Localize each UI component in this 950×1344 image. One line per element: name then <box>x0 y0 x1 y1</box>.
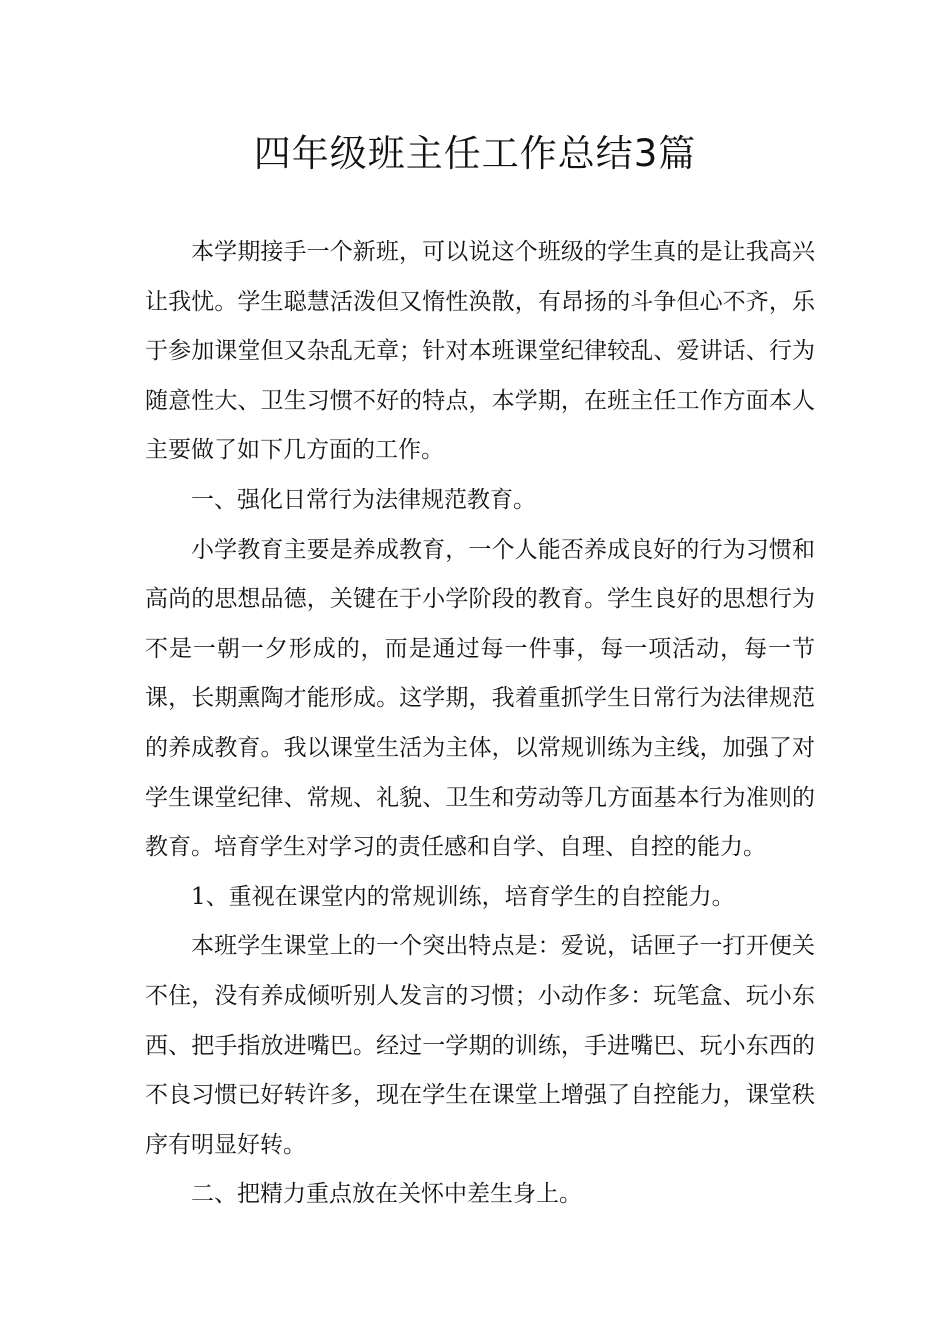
subsection-heading-1: 1、重视在课堂内的常规训练，培育学生的自控能力。 <box>191 883 735 910</box>
section-heading-2: 二、把精力重点放在关怀中差生身上。 <box>191 1181 582 1208</box>
paragraph-intro: 本学期接手一个新班，可以说这个班级的学生真的是让我高兴让我忧。学生聪慧活泼但又惰性涣散，有昂扬的斗争但心不齐，乐于参加课堂但又杂乱无章；针对本班课堂纪律较乱、爱讲话、行为随意性大、卫生习惯不好的特点，本学期，在班主任工作方面本人主要做了如下几方面的工作。 <box>145 239 815 464</box>
paragraph-classroom: 本班学生课堂上的一个突出特点是：爱说，话匣子一打开便关不住，没有养成倾听别人发言的习惯；小动作多：玩笔盒、玩小东西、把手指放进嘴巴。经过一学期的训练，手进嘴巴、玩小东西的不良习惯已好转许多，现在学生在课堂上增强了自控能力，课堂秩序有明显好转。 <box>145 933 815 1158</box>
document-title: 四年级班主任工作总结3篇 <box>253 132 697 175</box>
paragraph-habits: 小学教育主要是养成教育，一个人能否养成良好的行为习惯和高尚的思想品德，关键在于小学阶段的教育。学生良好的思想行为不是一朝一夕形成的，而是通过每一件事，每一项活动，每一节课，长期熏陶才能形成。这学期，我着重抓学生日常行为法律规范的养成教育。我以课堂生活为主体，以常规训练为主线，加强了对学生课堂纪律、常规、礼貌、卫生和劳动等几方面基本行为准则的教育。培育学生对学习的责任感和自学、自理、自控的能力。 <box>145 536 815 861</box>
section-heading-1: 一、强化日常行为法律规范教育。 <box>191 486 536 513</box>
document-body <box>145 228 815 1220</box>
